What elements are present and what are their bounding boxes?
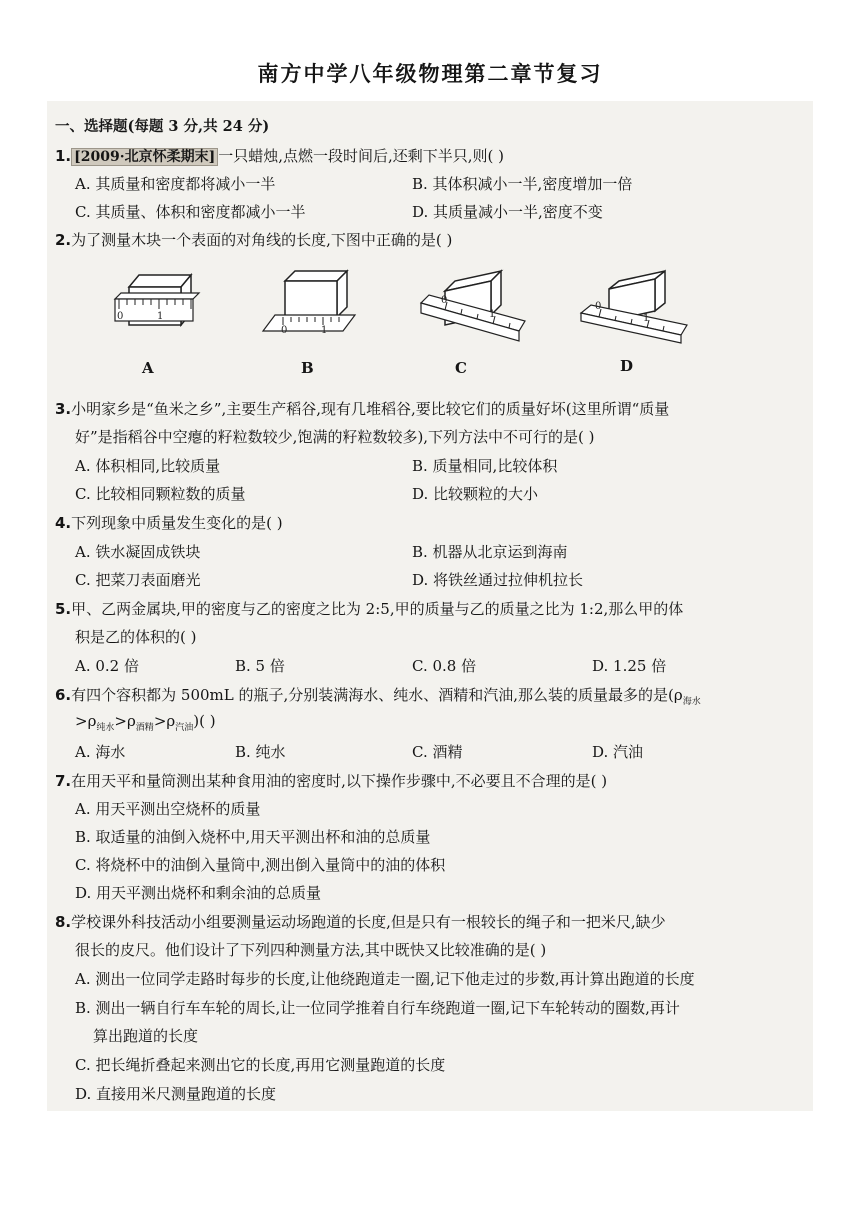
svg-text:0: 0 <box>281 325 288 336</box>
question-number: 6. <box>55 686 72 704</box>
option-b: B. 质量相同,比较体积 <box>412 457 558 475</box>
question-stem-continued: 好”是指稻谷中空瘪的籽粒数较少,饱满的籽粒数较多),下列方法中不可行的是( ) <box>75 428 595 446</box>
figure-label-a: A <box>142 359 154 377</box>
option-c: C. 0.8 倍 <box>412 657 477 675</box>
subscript-gasoline: 汽油 <box>175 723 194 733</box>
question-stem: 下列现象中质量发生变化的是( ) <box>71 514 283 532</box>
ruler-figure-d <box>577 269 692 349</box>
option-d: D. 汽油 <box>592 743 644 761</box>
subscript-pure-water: 纯水 <box>96 723 115 733</box>
question-stem-continued: 很长的皮尺。他们设计了下列四种测量方法,其中既快又比较准确的是( ) <box>75 941 547 959</box>
option-c: C. 酒精 <box>412 743 463 761</box>
option-c: C. 把菜刀表面磨光 <box>75 571 201 589</box>
question-number: 8. <box>55 913 72 931</box>
question-stem: 有四个容积都为 500mL 的瓶子,分别装满海水、纯水、酒精和汽油,那么装的质量最多的是(ρ <box>71 686 683 704</box>
option-b: B. 测出一辆自行车车轮的周长,让一位同学推着自行车绕跑道一圈,记下车轮转动的圈数,再计 <box>75 999 680 1017</box>
svg-text:1: 1 <box>643 313 650 324</box>
question-5 <box>55 598 683 619</box>
question-number: 1. <box>55 147 72 165</box>
density-relation <box>75 712 216 733</box>
option-b: B. 机器从北京运到海南 <box>412 543 568 561</box>
option-a: A. 其质量和密度都将减小一半 <box>75 175 276 193</box>
svg-text:1: 1 <box>157 311 164 322</box>
option-a: A. 体积相同,比较质量 <box>75 457 221 475</box>
ruler-figure-c <box>417 269 532 349</box>
question-stem: 小明家乡是“鱼米之乡”,主要生产稻谷,现有几堆稻谷,要比较它们的质量好坏(这里所谓“质量 <box>71 400 670 418</box>
svg-text:0: 0 <box>441 295 448 306</box>
section-heading: 一、选择题(每题 3 分,共 24 分) <box>55 118 270 135</box>
answer-bracket: )( ) <box>193 712 216 730</box>
gt-rho: >ρ <box>114 712 136 730</box>
question-7 <box>55 770 607 791</box>
option-a: A. 铁水凝固成铁块 <box>75 543 201 561</box>
question-stem: 甲、乙两金属块,甲的密度与乙的密度之比为 2:5,甲的质量与乙的质量之比为 1:2,那么甲的体 <box>71 600 684 618</box>
question-number: 3. <box>55 400 72 418</box>
figure-label-c: C <box>455 359 467 377</box>
question-number: 4. <box>55 514 72 532</box>
source-tag: [2009·北京怀柔期末] <box>71 148 218 166</box>
question-number: 5. <box>55 600 72 618</box>
question-stem-continued: 积是乙的体积的( ) <box>75 628 197 646</box>
option-c: C. 比较相同颗粒数的质量 <box>75 485 246 503</box>
question-stem: 为了测量木块一个表面的对角线的长度,下图中正确的是( ) <box>71 231 453 249</box>
option-b: B. 取适量的油倒入烧杯中,用天平测出杯和油的总质量 <box>75 828 431 846</box>
ruler-figure-a <box>111 269 201 339</box>
question-1 <box>55 145 504 166</box>
question-2 <box>55 229 452 250</box>
question-number: 7. <box>55 772 72 790</box>
svg-text:0: 0 <box>595 301 602 312</box>
question-4 <box>55 512 283 533</box>
option-a: A. 0.2 倍 <box>75 657 139 675</box>
option-c: C. 将烧杯中的油倒入量筒中,测出倒入量筒中的油的体积 <box>75 856 446 874</box>
option-d: D. 将铁丝通过拉伸机拉长 <box>412 571 584 589</box>
question-8 <box>55 911 666 932</box>
svg-text:1: 1 <box>321 325 328 336</box>
option-c: C. 其质量、体积和密度都减小一半 <box>75 203 306 221</box>
subscript-seawater: 海水 <box>682 697 701 707</box>
option-b: B. 纯水 <box>235 743 286 761</box>
option-d: D. 直接用米尺测量跑道的长度 <box>75 1085 277 1103</box>
option-b: B. 其体积减小一半,密度增加一倍 <box>412 175 633 193</box>
figure-label-d: D <box>620 357 634 375</box>
question-stem: 在用天平和量筒测出某种食用油的密度时,以下操作步骤中,不必要且不合理的是( ) <box>71 772 608 790</box>
option-d: D. 比较颗粒的大小 <box>412 485 539 503</box>
subscript-alcohol: 酒精 <box>135 723 154 733</box>
option-d: D. 1.25 倍 <box>592 657 667 675</box>
option-d: D. 其质量减小一半,密度不变 <box>412 203 603 221</box>
option-b: B. 5 倍 <box>235 657 285 675</box>
gt-rho: >ρ <box>153 712 176 730</box>
option-b-continued: 算出跑道的长度 <box>93 1027 199 1045</box>
figure-label-b: B <box>301 359 314 377</box>
ruler-figure-b <box>259 269 359 339</box>
question-6 <box>55 684 701 707</box>
gt-rho: >ρ <box>75 712 97 730</box>
question-3 <box>55 398 669 419</box>
option-d: D. 用天平测出烧杯和剩余油的总质量 <box>75 884 322 902</box>
option-a: A. 测出一位同学走路时每步的长度,让他绕跑道走一圈,记下他走过的步数,再计算出跑道的长度 <box>75 970 695 988</box>
svg-text:0: 0 <box>117 311 124 322</box>
question-stem: 一只蜡烛,点燃一段时间后,还剩下半只,则( ) <box>218 147 505 165</box>
option-c: C. 把长绳折叠起来测出它的长度,再用它测量跑道的长度 <box>75 1056 446 1074</box>
page-title: 南方中学八年级物理第二章节复习 <box>257 61 603 86</box>
question-number: 2. <box>55 231 72 249</box>
exam-sheet <box>47 101 813 1111</box>
option-a: A. 海水 <box>75 743 126 761</box>
option-a: A. 用天平测出空烧杯的质量 <box>75 800 261 818</box>
question-stem: 学校课外科技活动小组要测量运动场跑道的长度,但是只有一根较长的绳子和一把米尺,缺少 <box>71 913 666 931</box>
svg-text:1: 1 <box>489 309 496 320</box>
